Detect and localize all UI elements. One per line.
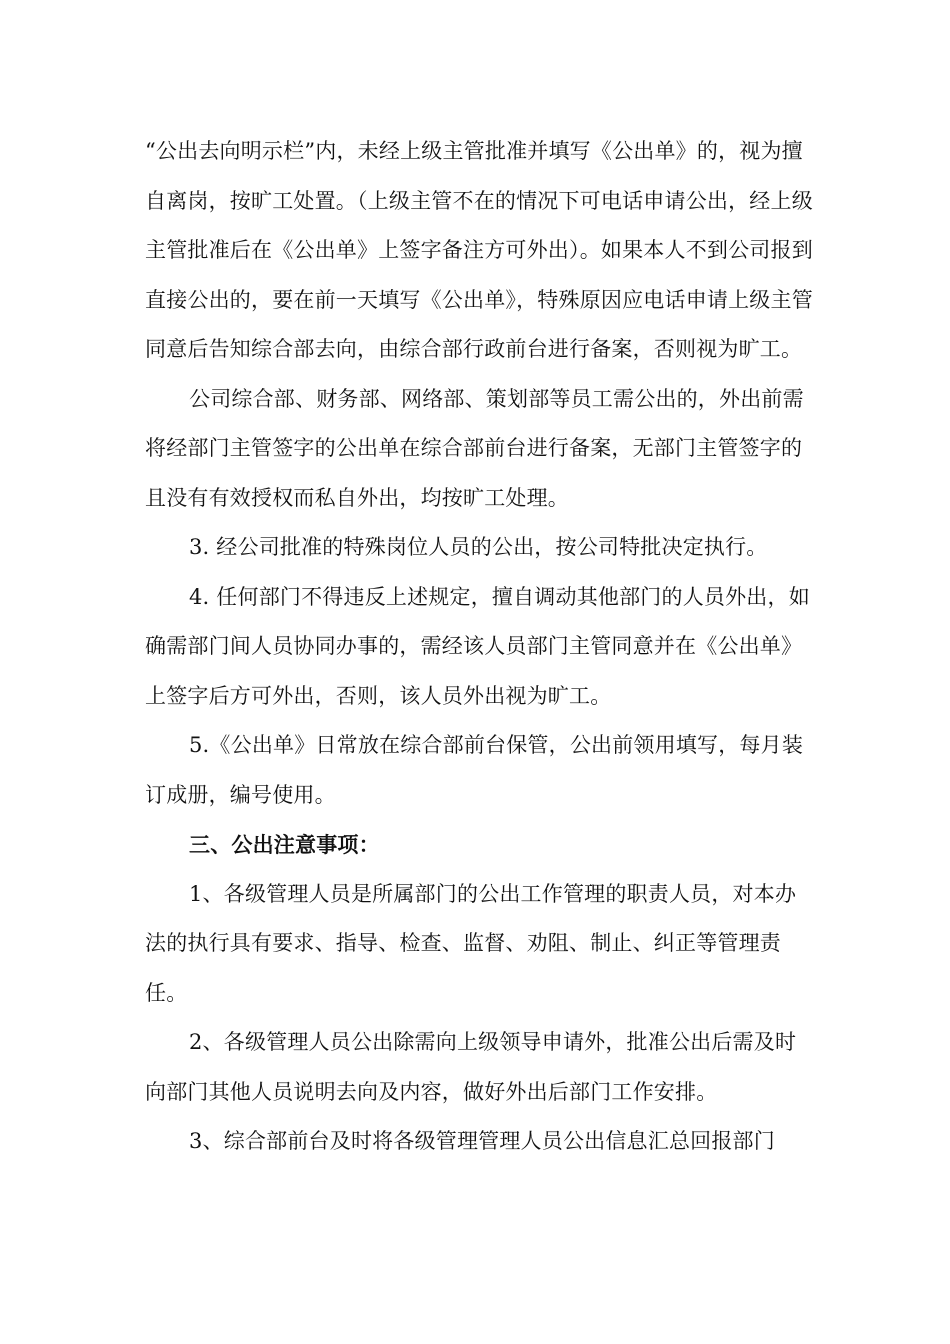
- paragraph-note-2: 2、各级管理人员公出除需向上级领导申请外，批准公出后需及时向部门其他人员说明去向及内容，做好外出后部门工作安排。: [145, 1030, 797, 1104]
- paragraph-department-filing: 公司综合部、财务部、网络部、策划部等员工需公出的，外出前需将经部门主管签字的公出单在综合部前台进行备案，无部门主管签字的且没有有效授权而私自外出，均按旷工处理。: [145, 386, 804, 510]
- paragraph-note-3: 3、综合部前台及时将各级管理管理人员公出信息汇总回报部门: [189, 1129, 775, 1153]
- section-heading-3: 三、公出注意事项：: [189, 832, 380, 857]
- document-body: [145, 127, 815, 1167]
- paragraph-go-out-board-rule: “公出去向明示栏”内，未经上级主管批准并填写《公出单》的，视为擅自离岗，按旷工处置。（上级主管不在的情况下可电话申请公出，经上级主管批准后在《公出单》上签字备注方可外出）。如果本人不到公司报到直接公出的，要在前一天填写《公出单》，特殊原因应电话申请上级主管同意后告知综合部去向，由综合部行政前台进行备案，否则视为旷工。: [145, 139, 813, 361]
- paragraph-note-1: 1、各级管理人员是所属部门的公出工作管理的职责人员，对本办法的执行具有要求、指导、检查、监督、劝阻、制止、纠正等管理责任。: [145, 881, 797, 1005]
- paragraph-item-4: 4. 任何部门不得违反上述规定，擅自调动其他部门的人员外出，如确需部门间人员协同办事的，需经该人员部门主管同意并在《公出单》上签字后方可外出，否则，该人员外出视为旷工。: [145, 584, 810, 708]
- paragraph-item-5: 5.《公出单》日常放在综合部前台保管，公出前领用填写，每月装订成册，编号使用。: [145, 733, 804, 807]
- paragraph-item-3: 3. 经公司批准的特殊岗位人员的公出，按公司特批决定执行。: [189, 535, 768, 559]
